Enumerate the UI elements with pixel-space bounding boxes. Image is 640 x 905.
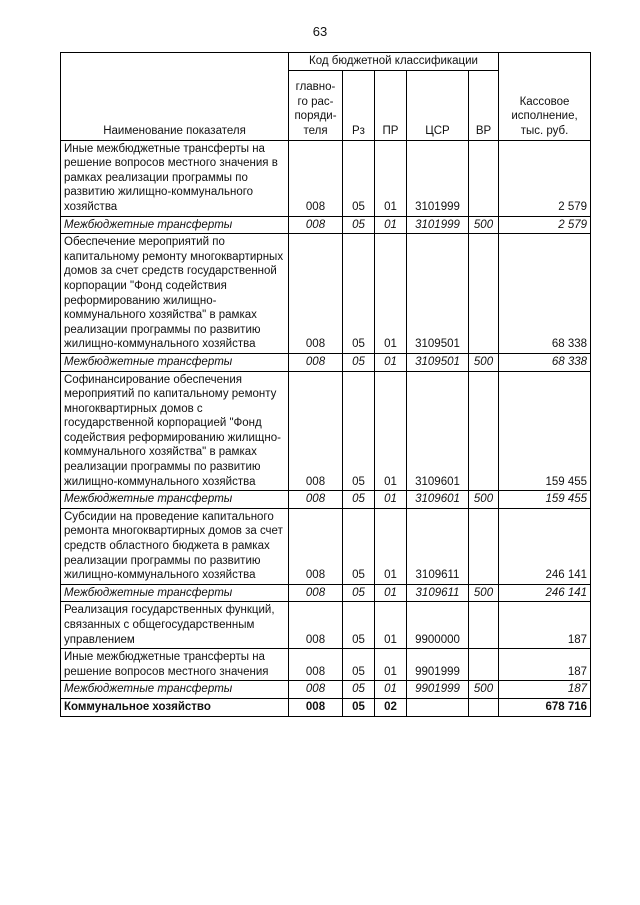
header-main-manager: главно-го рас-поряди-теля	[289, 70, 343, 140]
section-code-cell: 05	[343, 234, 375, 354]
table-subrow	[61, 491, 591, 509]
subsection-code-cell: 01	[375, 508, 407, 584]
subsection-code-cell: 01	[375, 584, 407, 602]
main-manager-code-cell: 008	[289, 508, 343, 584]
subsection-code-cell: 01	[375, 491, 407, 509]
expense-type-code-cell: 500	[469, 353, 499, 371]
table-subrow	[61, 353, 591, 371]
header-expense-type: ВР	[469, 70, 499, 140]
table-row	[61, 371, 591, 491]
expense-type-code-cell	[469, 234, 499, 354]
table-row	[61, 602, 591, 649]
section-code-cell: 05	[343, 491, 375, 509]
target-item-code-cell: 3109601	[407, 491, 469, 509]
table-row	[61, 508, 591, 584]
table-total-row	[61, 698, 591, 716]
table-row	[61, 649, 591, 681]
main-manager-code-cell: 008	[289, 491, 343, 509]
indicator-name-cell: Межбюджетные трансферты	[61, 681, 289, 699]
subsection-code-cell: 01	[375, 371, 407, 491]
indicator-name-cell: Межбюджетные трансферты	[61, 353, 289, 371]
cash-execution-amount-cell: 159 455	[499, 371, 591, 491]
expense-type-code-cell: 500	[469, 491, 499, 509]
section-code-cell: 05	[343, 584, 375, 602]
subsection-code-cell: 02	[375, 698, 407, 716]
section-code-cell: 05	[343, 140, 375, 216]
main-manager-code-cell: 008	[289, 584, 343, 602]
header-subsection: ПР	[375, 70, 407, 140]
section-code-cell: 05	[343, 216, 375, 234]
target-item-code-cell	[407, 698, 469, 716]
section-code-cell: 05	[343, 353, 375, 371]
subsection-code-cell: 01	[375, 353, 407, 371]
header-indicator-name: Наименование показателя	[61, 53, 289, 141]
table-subrow	[61, 584, 591, 602]
section-code-cell: 05	[343, 602, 375, 649]
main-manager-code-cell: 008	[289, 371, 343, 491]
expense-type-code-cell	[469, 371, 499, 491]
table-row	[61, 234, 591, 354]
indicator-name-cell: Иные межбюджетные трансферты на решение вопросов местного значения в рамках реализации программы по развитию жилищно-коммунального хозяйства	[61, 140, 289, 216]
main-manager-code-cell: 008	[289, 698, 343, 716]
table-row	[61, 140, 591, 216]
section-code-cell: 05	[343, 698, 375, 716]
target-item-code-cell: 9900000	[407, 602, 469, 649]
main-manager-code-cell: 008	[289, 681, 343, 699]
indicator-name-cell: Реализация государственных функций, связанных с общегосударственным управлением	[61, 602, 289, 649]
expense-type-code-cell	[469, 698, 499, 716]
cash-execution-amount-cell: 187	[499, 602, 591, 649]
main-manager-code-cell: 008	[289, 140, 343, 216]
cash-execution-amount-cell: 68 338	[499, 234, 591, 354]
cash-execution-amount-cell: 187	[499, 649, 591, 681]
header-cash-execution: Кассовое исполнение, тыс. руб.	[499, 53, 591, 141]
indicator-name-cell: Иные межбюджетные трансферты на решение вопросов местного значения	[61, 649, 289, 681]
main-manager-code-cell: 008	[289, 649, 343, 681]
main-manager-code-cell: 008	[289, 602, 343, 649]
table-subrow	[61, 681, 591, 699]
section-code-cell: 05	[343, 681, 375, 699]
subsection-code-cell: 01	[375, 602, 407, 649]
header-section: Рз	[343, 70, 375, 140]
subsection-code-cell: 01	[375, 234, 407, 354]
indicator-name-cell: Межбюджетные трансферты	[61, 491, 289, 509]
page-number: 63	[312, 24, 328, 39]
subsection-code-cell: 01	[375, 649, 407, 681]
subsection-code-cell: 01	[375, 681, 407, 699]
subsection-code-cell: 01	[375, 140, 407, 216]
cash-execution-amount-cell: 246 141	[499, 584, 591, 602]
section-code-cell: 05	[343, 649, 375, 681]
expense-type-code-cell: 500	[469, 216, 499, 234]
target-item-code-cell: 3109611	[407, 508, 469, 584]
expense-type-code-cell	[469, 649, 499, 681]
cash-execution-amount-cell: 2 579	[499, 216, 591, 234]
indicator-name-cell: Межбюджетные трансферты	[61, 216, 289, 234]
indicator-name-cell: Софинансирование обеспечения мероприятий по капитальному ремонту многоквартирных домов с государственной корпорацией "Фонд содействия реформированию жилищно-коммунального хозяйства" в рамках реализации программы по развитию жилищно-коммунального хозяйства	[61, 371, 289, 491]
target-item-code-cell: 9901999	[407, 681, 469, 699]
cash-execution-amount-cell: 68 338	[499, 353, 591, 371]
header-target-item: ЦСР	[407, 70, 469, 140]
table-subrow	[61, 216, 591, 234]
target-item-code-cell: 3101999	[407, 216, 469, 234]
cash-execution-amount-cell: 246 141	[499, 508, 591, 584]
target-item-code-cell: 3101999	[407, 140, 469, 216]
target-item-code-cell: 3109611	[407, 584, 469, 602]
expense-type-code-cell	[469, 602, 499, 649]
expense-type-code-cell: 500	[469, 681, 499, 699]
header-budget-code: Код бюджетной классификации	[289, 53, 499, 71]
indicator-name-cell: Субсидии на проведение капитального ремонта многоквартирных домов за счет средств областного бюджета в рамках реализации программы по развитию жилищно-коммунального хозяйства	[61, 508, 289, 584]
cash-execution-amount-cell: 187	[499, 681, 591, 699]
indicator-name-cell: Обеспечение мероприятий по капитальному ремонту многоквартирных домов за счет средств государственной корпорации "Фонд содействия реформированию жилищно-коммунального хозяйства" в рамках реализации программы по развитию жилищно-коммунального хозяйства	[61, 234, 289, 354]
section-code-cell: 05	[343, 508, 375, 584]
target-item-code-cell: 3109501	[407, 353, 469, 371]
main-manager-code-cell: 008	[289, 353, 343, 371]
target-item-code-cell: 3109501	[407, 234, 469, 354]
target-item-code-cell: 3109601	[407, 371, 469, 491]
expense-type-code-cell: 500	[469, 584, 499, 602]
subsection-code-cell: 01	[375, 216, 407, 234]
cash-execution-amount-cell: 2 579	[499, 140, 591, 216]
main-manager-code-cell: 008	[289, 234, 343, 354]
section-code-cell: 05	[343, 371, 375, 491]
cash-execution-amount-cell: 159 455	[499, 491, 591, 509]
expense-type-code-cell	[469, 508, 499, 584]
indicator-name-cell: Межбюджетные трансферты	[61, 584, 289, 602]
main-manager-code-cell: 008	[289, 216, 343, 234]
budget-table	[60, 52, 591, 717]
target-item-code-cell: 9901999	[407, 649, 469, 681]
expense-type-code-cell	[469, 140, 499, 216]
indicator-name-cell: Коммунальное хозяйство	[61, 698, 289, 716]
cash-execution-amount-cell: 678 716	[499, 698, 591, 716]
